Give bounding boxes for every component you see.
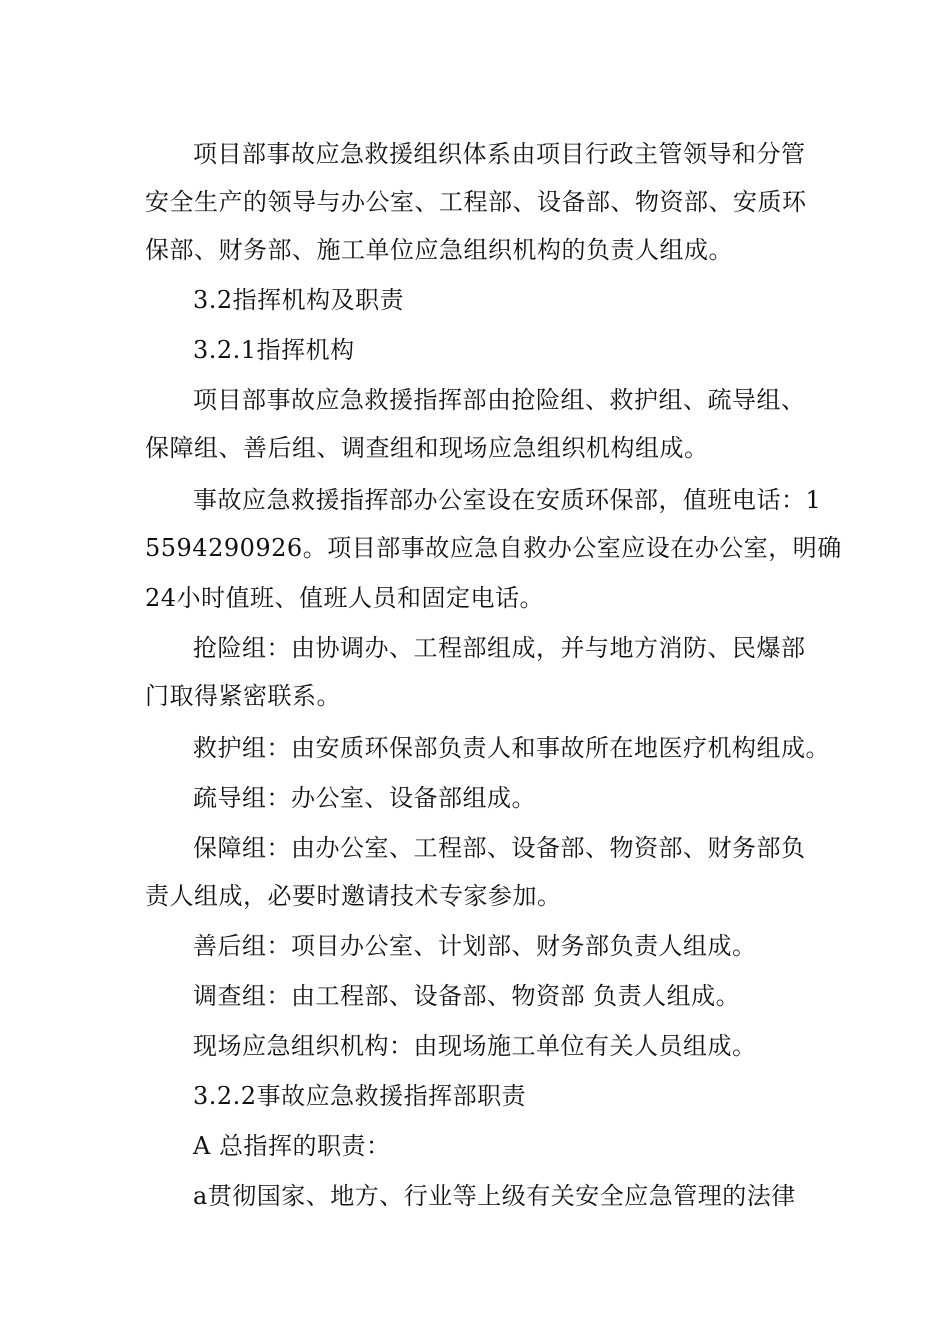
- paragraph-line: 抢险组：由协调办、工程部组成，并与地方消防、民爆部: [193, 634, 806, 662]
- subsection-heading: 3.2.1指挥机构: [193, 336, 355, 364]
- paragraph-line: 5594290926。项目部事故应急自救办公室应设在办公室，明确: [145, 534, 842, 562]
- paragraph-line: 保障组、善后组、调查组和现场应急组织机构组成。: [145, 434, 709, 462]
- paragraph-line: a贯彻国家、地方、行业等上级有关安全应急管理的法律: [193, 1182, 796, 1210]
- paragraph-line: 24小时值班、值班人员和固定电话。: [145, 584, 545, 612]
- paragraph-line: 疏导组：办公室、设备部组成。: [193, 784, 536, 812]
- paragraph-line: 善后组：项目办公室、计划部、财务部负责人组成。: [193, 932, 757, 960]
- subsection-heading: 3.2.2事故应急救援指挥部职责: [193, 1082, 527, 1110]
- paragraph-line: 保部、财务部、施工单位应急组织机构的负责人组成。: [145, 236, 733, 264]
- paragraph-line: 项目部事故应急救援指挥部由抢险组、救护组、疏导组、: [193, 386, 806, 414]
- paragraph-line: 事故应急救援指挥部办公室设在安质环保部，值班电话：1: [193, 486, 822, 514]
- item-heading: A 总指挥的职责：: [193, 1132, 391, 1160]
- paragraph-line: 救护组：由安质环保部负责人和事故所在地医疗机构组成。: [193, 734, 830, 762]
- paragraph-line: 保障组：由办公室、工程部、设备部、物资部、财务部负: [193, 834, 806, 862]
- section-heading: 3.2指挥机构及职责: [193, 286, 405, 314]
- paragraph-line: 调查组：由工程部、设备部、物资部 负责人组成。: [193, 982, 741, 1010]
- paragraph-line: 现场应急组织机构：由现场施工单位有关人员组成。: [193, 1032, 757, 1060]
- paragraph-line: 安全生产的领导与办公室、工程部、设备部、物资部、安质环: [145, 188, 807, 216]
- paragraph-line: 责人组成，必要时邀请技术专家参加。: [145, 882, 562, 910]
- paragraph-line: 门取得紧密联系。: [145, 682, 341, 710]
- paragraph-line: 项目部事故应急救援组织体系由项目行政主管领导和分管: [193, 140, 806, 168]
